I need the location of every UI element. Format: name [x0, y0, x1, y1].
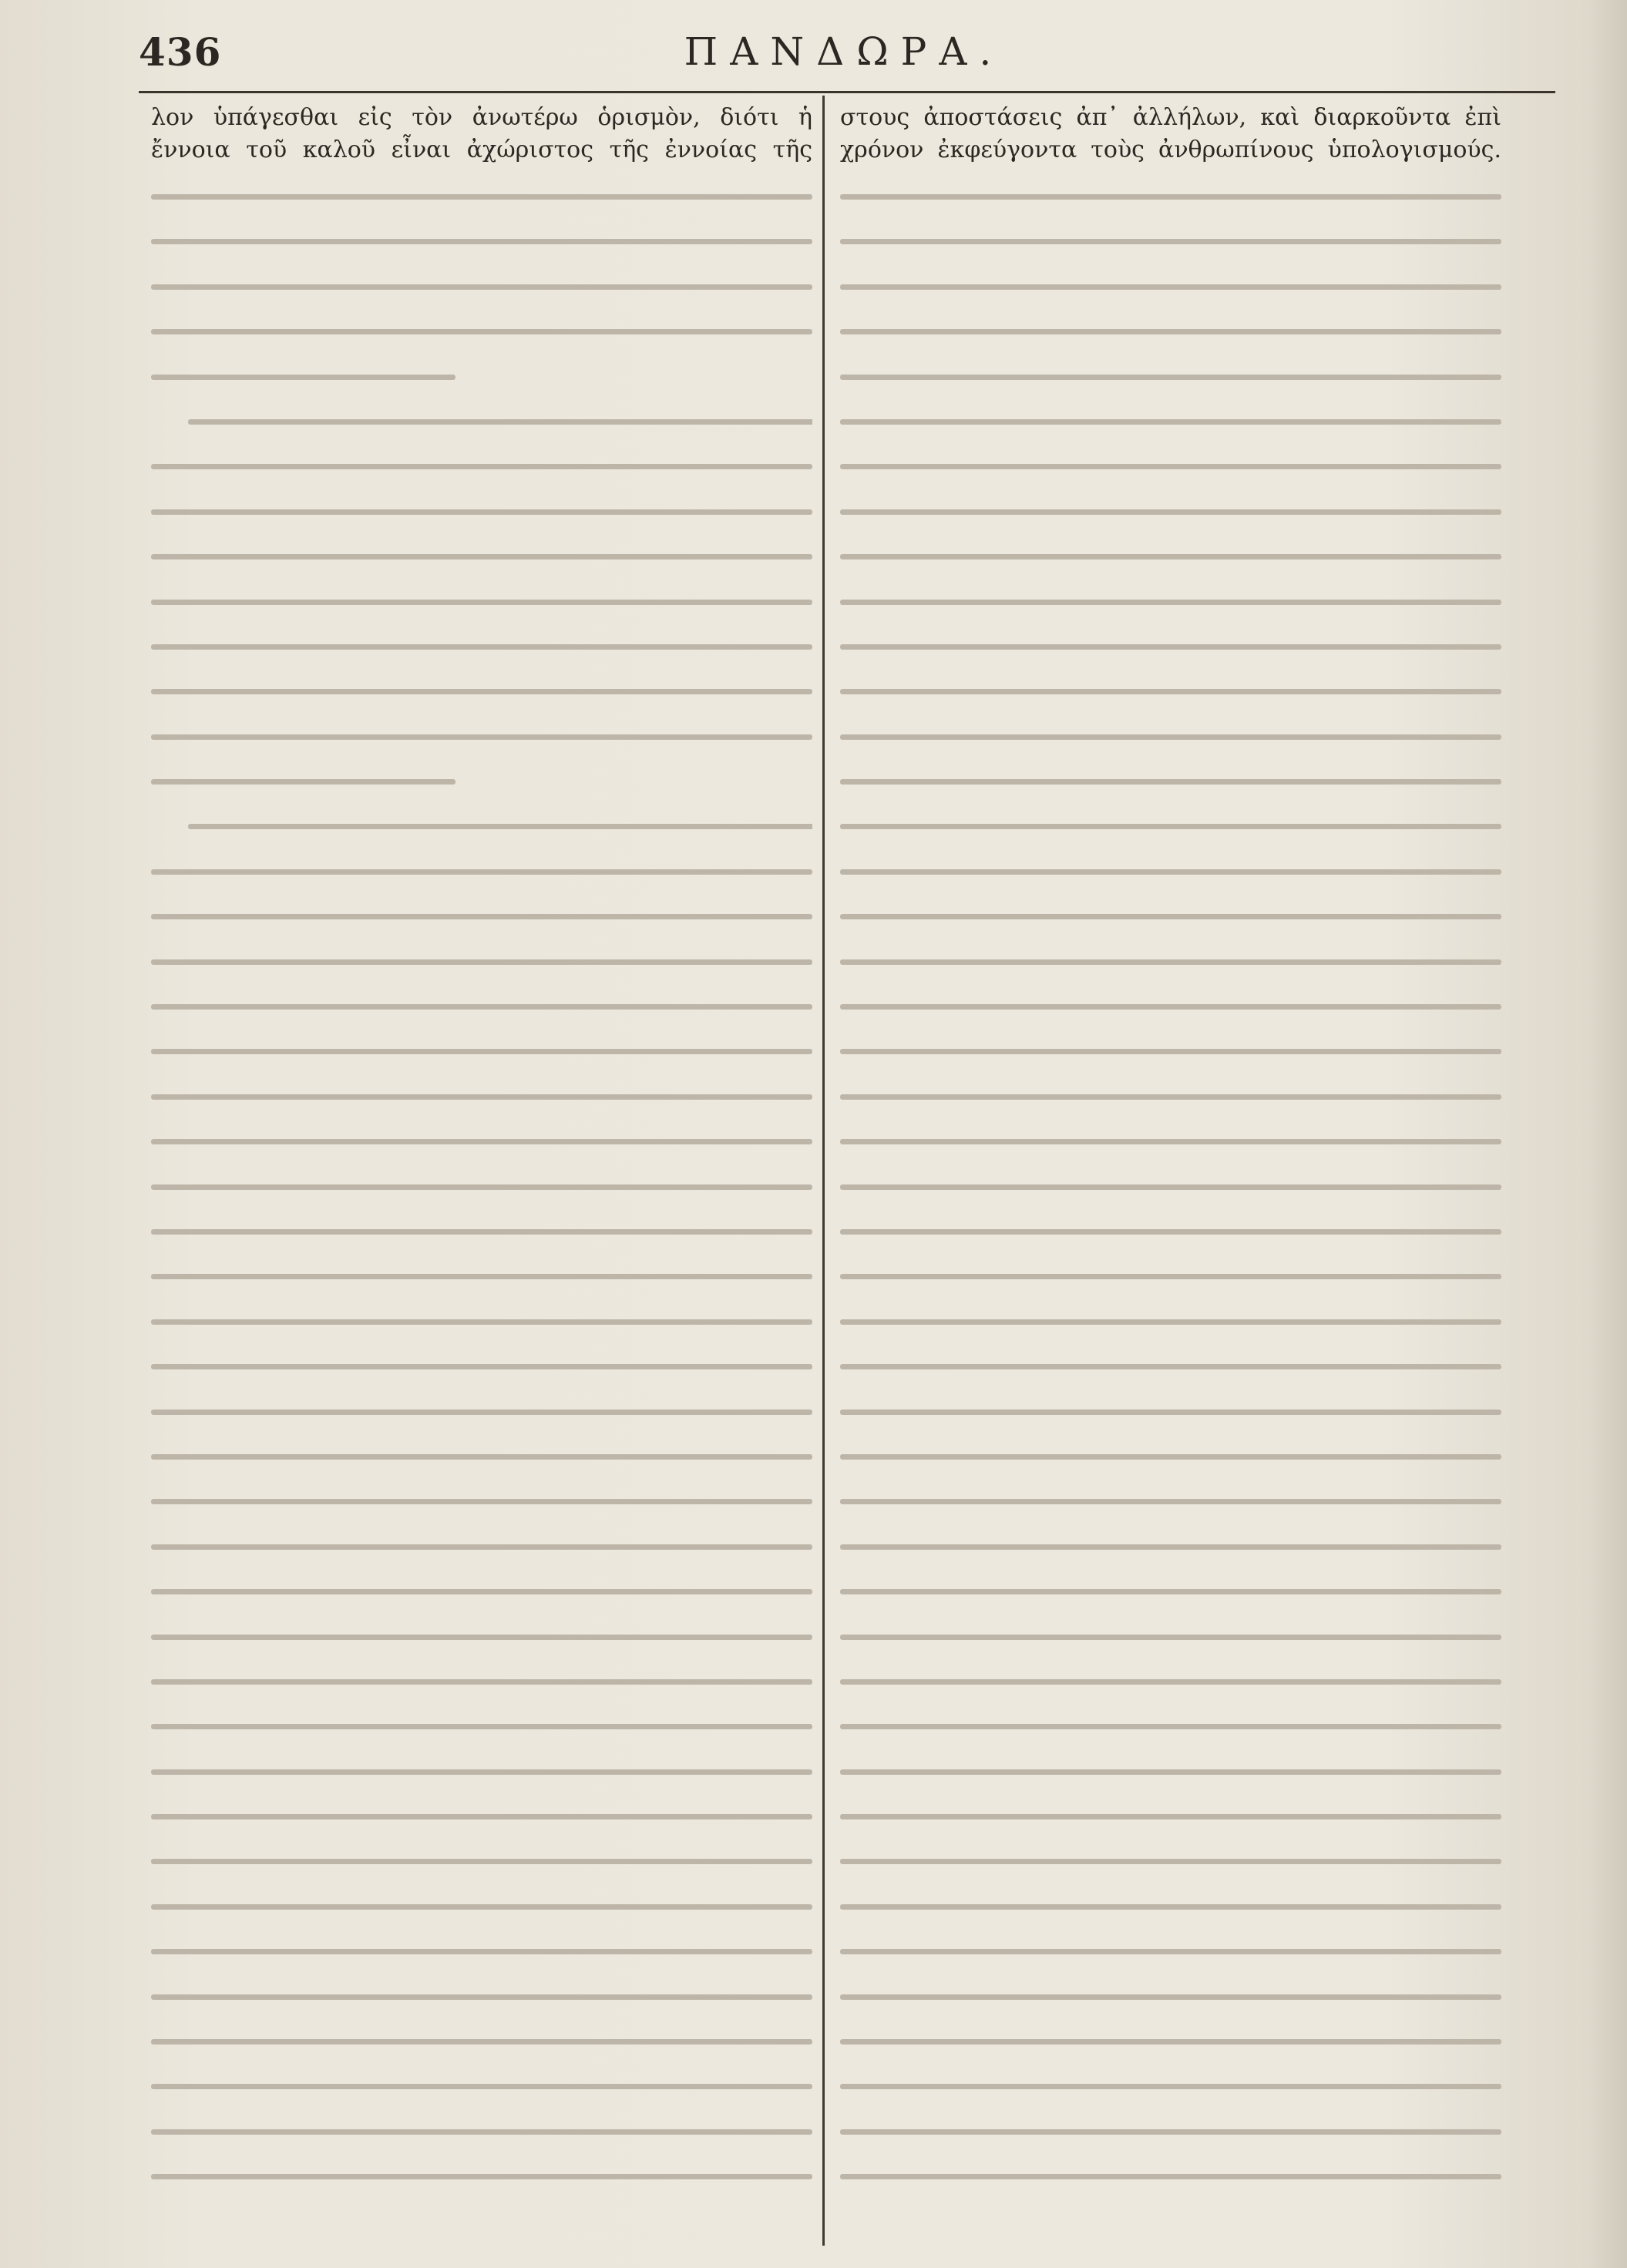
text-line-placeholder: [151, 1344, 812, 1389]
text-line: λον ὑπάγεσθαι εἰς τὸν ἀνωτέρω ὁρισμὸν, διότι ἡ: [151, 104, 812, 131]
text-line-placeholder: [151, 1389, 812, 1434]
text-line-placeholder: [151, 939, 812, 984]
text-line-placeholder: [840, 984, 1501, 1029]
text-line-placeholder: [840, 1029, 1501, 1074]
text-line-placeholder: [151, 264, 812, 309]
text-line: χρόνον ἐκφεύγοντα τοὺς ἀνθρωπίνους ὑπολογισμούς.: [840, 136, 1501, 163]
text-line-placeholder: [840, 804, 1501, 848]
text-line-placeholder: [840, 849, 1501, 894]
text-line-placeholder: [840, 1974, 1501, 2019]
text-line-placeholder: [151, 1524, 812, 1569]
text-line-placeholder: [151, 984, 812, 1029]
text-line-placeholder: [840, 1749, 1501, 1794]
text-line-placeholder: [151, 1254, 812, 1299]
text-line-placeholder: [151, 174, 812, 219]
text-line-placeholder: [840, 489, 1501, 534]
text-line-placeholder: [151, 849, 812, 894]
text-line-placeholder: [840, 1704, 1501, 1749]
text-line-placeholder: [840, 264, 1501, 309]
text-line-placeholder: [840, 1164, 1501, 1209]
text-line-placeholder: [840, 2109, 1501, 2154]
text-line-placeholder: [840, 1074, 1501, 1119]
text-line-placeholder: [151, 354, 812, 399]
text-line-placeholder: [151, 1569, 812, 1614]
text-line-placeholder: [151, 534, 812, 579]
text-line-placeholder: [151, 2019, 812, 2064]
text-line-placeholder: [840, 714, 1501, 759]
text-line-placeholder: [151, 1974, 812, 2019]
text-line-placeholder: [840, 1659, 1501, 1704]
text-line-placeholder: [840, 1569, 1501, 1614]
text-line-placeholder: [840, 2154, 1501, 2199]
page-header: [139, 29, 1549, 91]
text-line-placeholder: [840, 1209, 1501, 1254]
column-divider: [822, 96, 825, 2246]
text-line-placeholder: [840, 354, 1501, 399]
running-head: ΠΑΝΔΩΡΑ.: [684, 29, 1004, 74]
text-line-placeholder: [151, 309, 812, 354]
text-line-placeholder: [151, 444, 812, 489]
text-line-placeholder: [840, 2064, 1501, 2108]
text-line-placeholder: [840, 1839, 1501, 1883]
text-line-placeholder: [840, 1389, 1501, 1434]
text-line-placeholder: [151, 714, 812, 759]
text-line-placeholder: [151, 2109, 812, 2154]
text-line-placeholder: [151, 1299, 812, 1344]
text-line-placeholder: [151, 219, 812, 264]
text-line: στους ἀποστάσεις ἀπ᾽ ἀλλήλων, καὶ διαρκοῦντα ἐπὶ: [840, 104, 1501, 131]
text-line-placeholder: [840, 1524, 1501, 1569]
text-line-placeholder: [840, 1479, 1501, 1524]
page-edge-shadow: [1588, 0, 1627, 2268]
text-line-placeholder: [840, 624, 1501, 669]
text-line-placeholder: [840, 534, 1501, 579]
text-column-left: [151, 102, 812, 2244]
text-line-placeholder: [151, 1614, 812, 1659]
text-line-placeholder: [840, 399, 1501, 444]
text-line-placeholder: [840, 1254, 1501, 1299]
text-line-placeholder: [151, 1209, 812, 1254]
text-line-placeholder: [151, 1839, 812, 1883]
text-line-placeholder: [840, 580, 1501, 624]
text-line-placeholder: [151, 399, 812, 444]
header-rule: [139, 91, 1555, 93]
text-line-placeholder: [840, 174, 1501, 219]
text-line-placeholder: [151, 1659, 812, 1704]
text-line-placeholder: [840, 1884, 1501, 1929]
text-body-placeholder: [151, 174, 812, 2199]
text-line: ἔννοια τοῦ καλοῦ εἶναι ἀχώριστος τῆς ἐννοίας τῆς: [151, 136, 812, 163]
text-line-placeholder: [840, 1794, 1501, 1839]
text-line-placeholder: [840, 1614, 1501, 1659]
page-number: 436: [139, 29, 222, 75]
text-line-placeholder: [151, 894, 812, 939]
text-line-placeholder: [840, 894, 1501, 939]
text-line-placeholder: [151, 624, 812, 669]
text-line-placeholder: [840, 1344, 1501, 1389]
text-column-right: [840, 102, 1501, 2244]
text-line-placeholder: [840, 309, 1501, 354]
text-line-placeholder: [151, 2154, 812, 2199]
text-line-placeholder: [151, 1074, 812, 1119]
text-line-placeholder: [840, 1119, 1501, 1164]
text-line-placeholder: [151, 580, 812, 624]
text-line-placeholder: [840, 2019, 1501, 2064]
text-line-placeholder: [151, 1929, 812, 1974]
text-line-placeholder: [840, 669, 1501, 714]
text-line-placeholder: [151, 489, 812, 534]
text-body-placeholder: [840, 174, 1501, 2199]
text-line-placeholder: [151, 759, 812, 804]
text-line-placeholder: [151, 1164, 812, 1209]
text-line-placeholder: [151, 2064, 812, 2108]
text-line-placeholder: [151, 1479, 812, 1524]
text-line-placeholder: [840, 939, 1501, 984]
text-line-placeholder: [151, 1434, 812, 1479]
text-line-placeholder: [840, 759, 1501, 804]
text-line-placeholder: [840, 219, 1501, 264]
text-line-placeholder: [840, 1434, 1501, 1479]
text-line-placeholder: [840, 444, 1501, 489]
text-line-placeholder: [151, 1704, 812, 1749]
text-line-placeholder: [151, 669, 812, 714]
text-line-placeholder: [840, 1299, 1501, 1344]
text-line-placeholder: [151, 804, 812, 848]
text-line-placeholder: [151, 1119, 812, 1164]
text-line-placeholder: [840, 1929, 1501, 1974]
text-line-placeholder: [151, 1749, 812, 1794]
text-line-placeholder: [151, 1029, 812, 1074]
text-line-placeholder: [151, 1794, 812, 1839]
text-line-placeholder: [151, 1884, 812, 1929]
